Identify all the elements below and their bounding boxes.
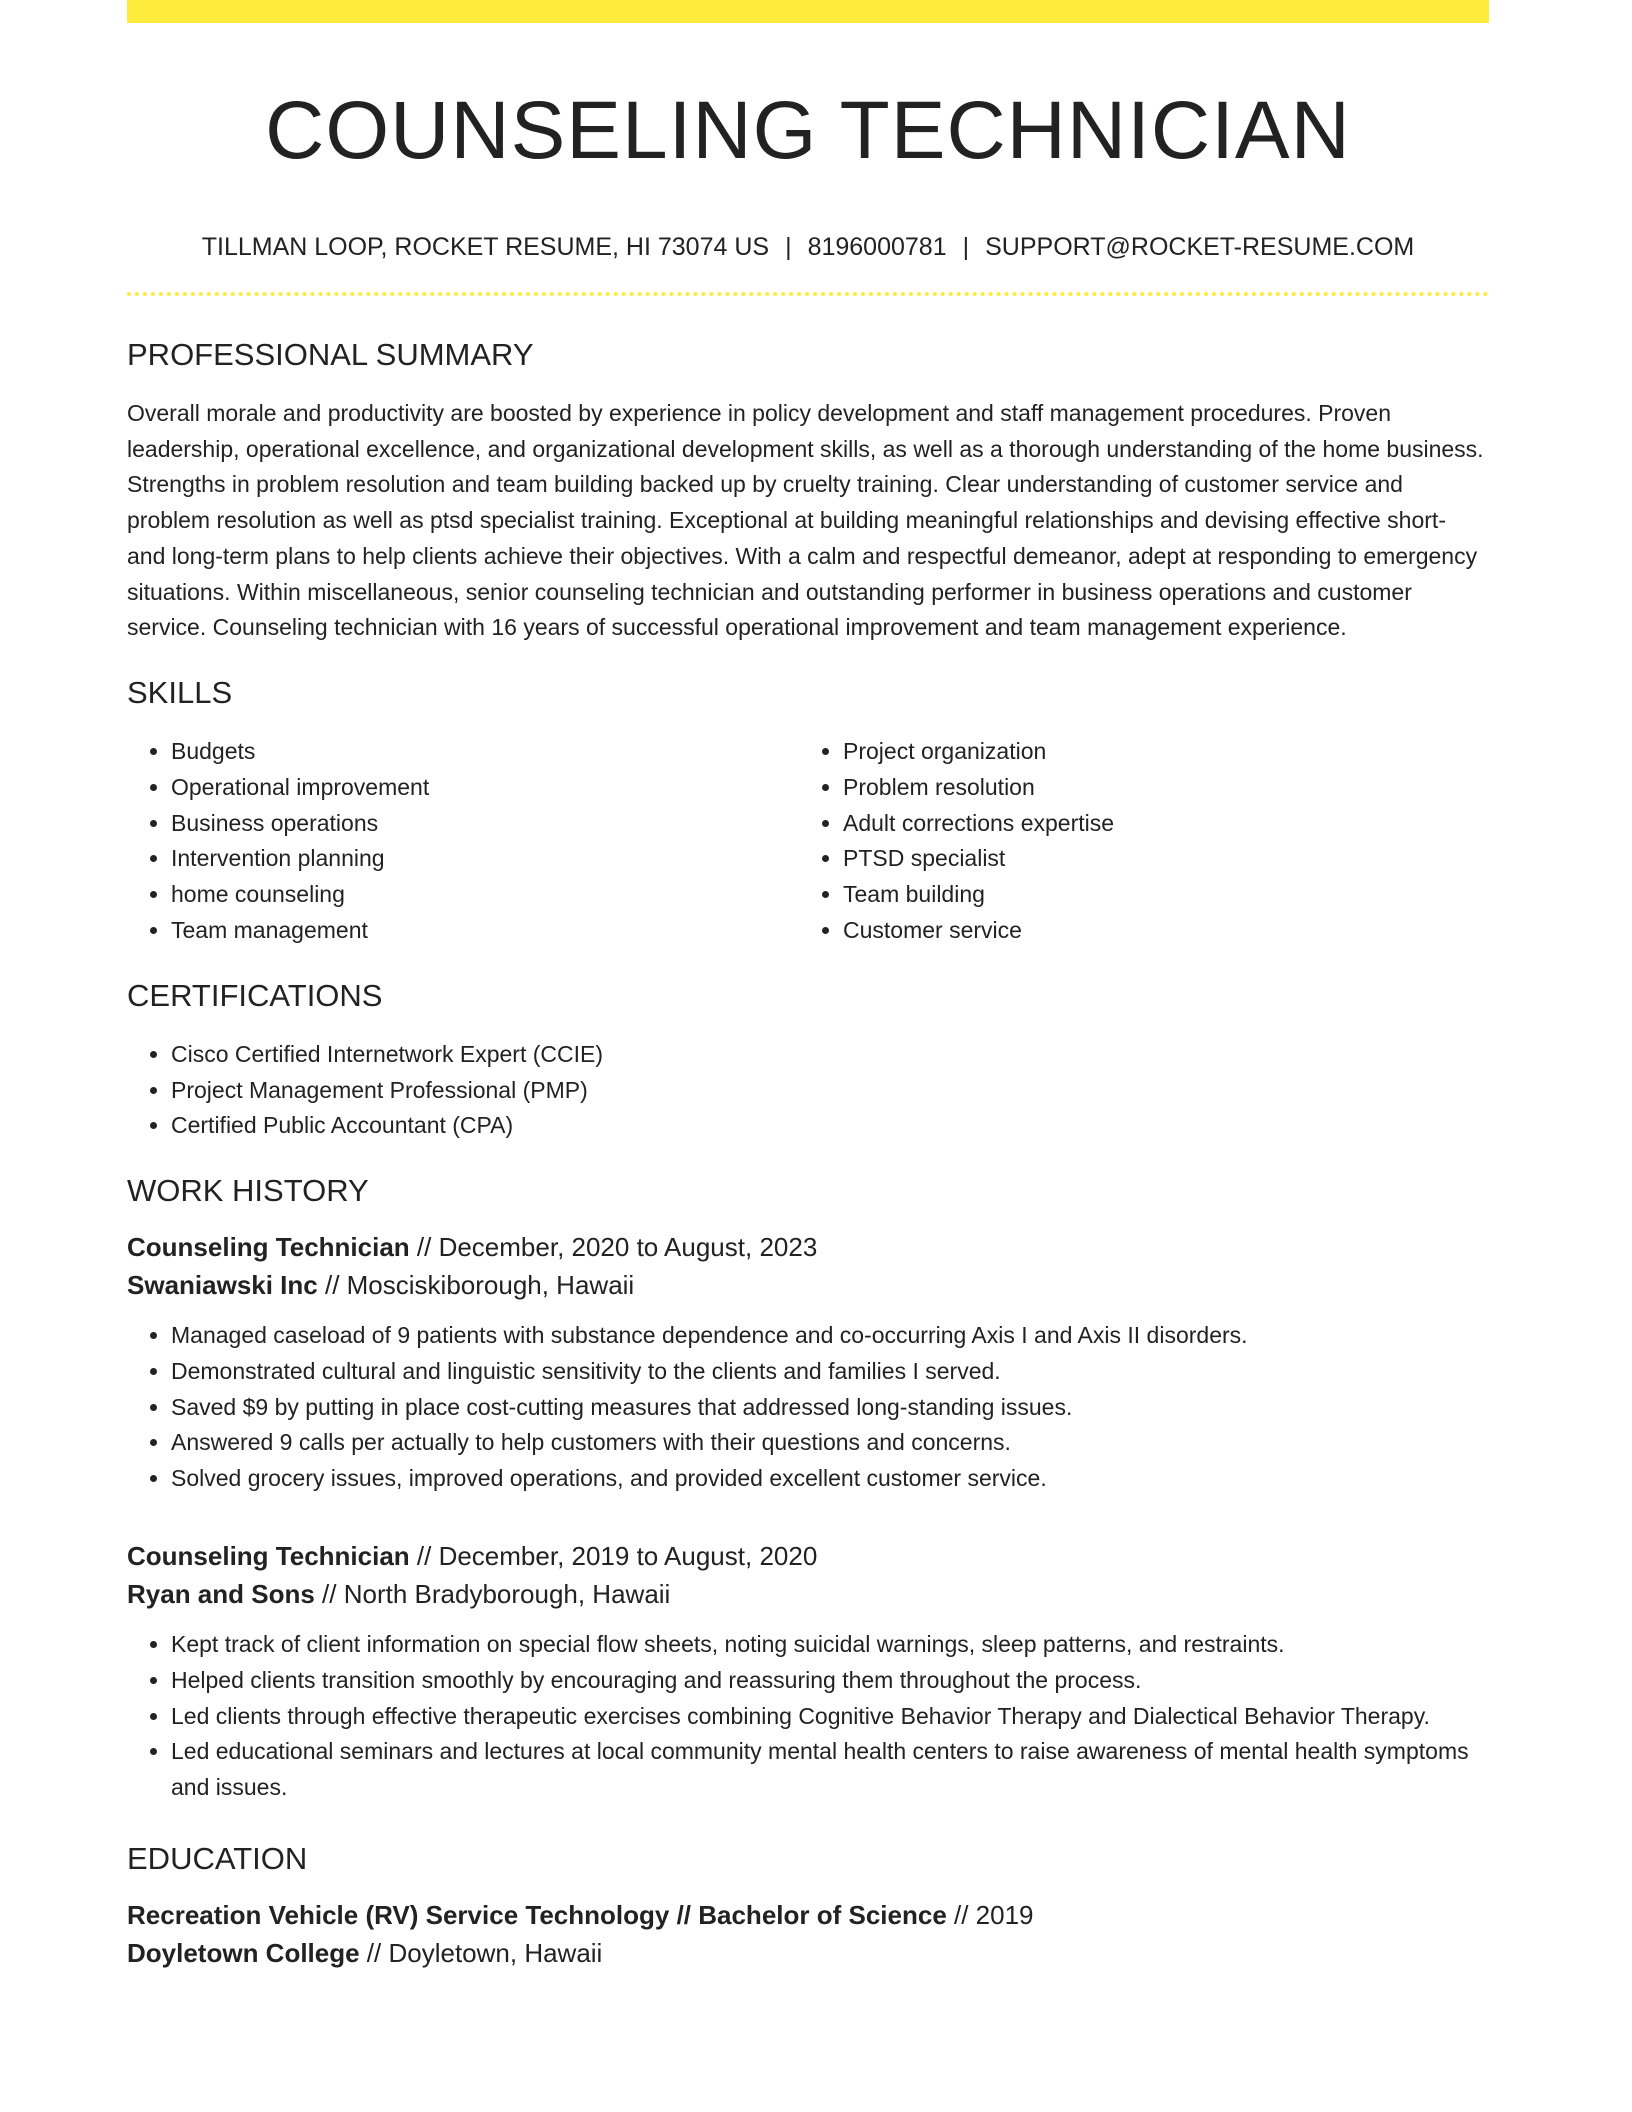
job-title-line — [127, 1537, 1489, 1575]
job-company-line — [127, 1575, 1489, 1613]
job-duty: • Managed caseload of 9 patients with substance dependence and co-occurring Axis I and Axis II disorders. — [171, 1318, 1489, 1354]
job-dates: // December, 2019 to August, 2020 — [409, 1541, 818, 1572]
job-role: Counseling Technician — [127, 1541, 410, 1572]
skill-item: • Business operations — [171, 806, 799, 842]
certification-item: • Project Management Professional (PMP) — [171, 1073, 1489, 1109]
job-entry — [127, 1228, 1489, 1497]
job-company: Swaniawski Inc — [127, 1270, 318, 1301]
contact-phone: 8196000781 — [807, 233, 947, 261]
contact-separator: | — [962, 233, 970, 261]
job-duty: • Led educational seminars and lectures at local community mental health centers to raise awareness of mental health symptoms and issues. — [171, 1734, 1489, 1806]
skill-item: • home counseling — [171, 877, 799, 913]
work-history-heading: WORK HISTORY — [127, 1173, 369, 1209]
certification-item: • Cisco Certified Internetwork Expert (CCIE) — [171, 1037, 1489, 1073]
skills-grid — [127, 734, 1489, 949]
job-duties-list — [127, 1318, 1489, 1497]
certification-item: • Certified Public Accountant (CPA) — [171, 1108, 1489, 1144]
contact-email: SUPPORT@ROCKET-RESUME.COM — [985, 233, 1415, 261]
skills-list-right — [799, 734, 1471, 949]
skills-list-left — [127, 734, 799, 949]
skills-column-left — [127, 734, 799, 949]
resume-page — [127, 0, 1489, 1972]
job-duty: • Solved grocery issues, improved operations, and provided excellent customer service. — [171, 1461, 1489, 1497]
skill-item: • Team building — [843, 877, 1471, 913]
degree: Recreation Vehicle (RV) Service Technology // Bachelor of Science — [127, 1900, 947, 1931]
summary-heading: PROFESSIONAL SUMMARY — [127, 337, 534, 372]
job-duty: • Saved $9 by putting in place cost-cutting measures that addressed long-standing issues. — [171, 1390, 1489, 1426]
job-duty: • Kept track of client information on special flow sheets, noting suicidal warnings, sleep patterns, and restraints. — [171, 1627, 1489, 1663]
school-line — [127, 1934, 1489, 1972]
top-accent-bar — [127, 0, 1489, 23]
skills-heading: SKILLS — [127, 674, 233, 710]
skill-item: • PTSD specialist — [843, 841, 1471, 877]
skill-item: • Budgets — [171, 734, 799, 770]
skill-item: • Problem resolution — [843, 770, 1471, 806]
skill-item: • Customer service — [843, 913, 1471, 949]
job-location: // North Bradyborough, Hawaii — [314, 1579, 671, 1610]
skill-item: • Team management — [171, 913, 799, 949]
education-entry — [127, 1896, 1489, 1972]
skill-item: • Intervention planning — [171, 841, 799, 877]
skill-item: • Adult corrections expertise — [843, 806, 1471, 842]
resume-name: COUNSELING TECHNICIAN — [265, 85, 1351, 176]
job-company-line — [127, 1266, 1489, 1304]
job-title-line — [127, 1228, 1489, 1266]
job-entry — [127, 1537, 1489, 1806]
graduation-year: // 2019 — [946, 1900, 1034, 1931]
degree-line — [127, 1896, 1489, 1934]
school-name: Doyletown College — [127, 1938, 360, 1969]
job-duty: • Answered 9 calls per actually to help customers with their questions and concerns. — [171, 1425, 1489, 1461]
job-duty: • Led clients through effective therapeutic exercises combining Cognitive Behavior Therapy and Dialectical Behavior Therapy. — [171, 1699, 1489, 1735]
job-duties-list — [127, 1627, 1489, 1806]
contact-separator: | — [785, 233, 792, 261]
certifications-list — [127, 1037, 1489, 1144]
education-heading: EDUCATION — [127, 1841, 308, 1877]
job-duty: • Demonstrated cultural and linguistic sensitivity to the clients and families I served. — [171, 1354, 1489, 1390]
certifications-heading: CERTIFICATIONS — [127, 977, 383, 1013]
dotted-divider — [127, 292, 1489, 296]
skills-column-right — [799, 734, 1471, 949]
contact-line — [127, 232, 1489, 262]
school-location: // Doyletown, Hawaii — [359, 1938, 603, 1969]
job-duty: • Helped clients transition smoothly by encouraging and reassuring them throughout the process. — [171, 1663, 1489, 1699]
job-role: Counseling Technician — [127, 1232, 410, 1263]
job-location: // Mosciskiborough, Hawaii — [317, 1270, 635, 1301]
contact-address: TILLMAN LOOP, ROCKET RESUME, HI 73074 US — [201, 233, 770, 261]
skill-item: • Project organization — [843, 734, 1471, 770]
skill-item: • Operational improvement — [171, 770, 799, 806]
job-company: Ryan and Sons — [127, 1579, 315, 1610]
summary-text: Overall morale and productivity are boosted by experience in policy development and staff management procedures. Proven leadership, operational excellence, and organizational development skills, as well as a thorough understanding of the home business. Strengths in problem resolution and team building backed up by cruelty training. Clear understanding of customer service and problem resolution as well as ptsd specialist training. Exceptional at building meaningful relationships and devising effective short- and long-term plans to help clients achieve their objectives. With a calm and respectful demeanor, adept at responding to emergency situations. Within miscellaneous, senior counseling technician and outstanding performer in business operations and customer service. Counseling technician with 16 years of successful operational improvement and team management experience. — [127, 400, 1484, 641]
job-dates: // December, 2020 to August, 2023 — [409, 1232, 818, 1263]
